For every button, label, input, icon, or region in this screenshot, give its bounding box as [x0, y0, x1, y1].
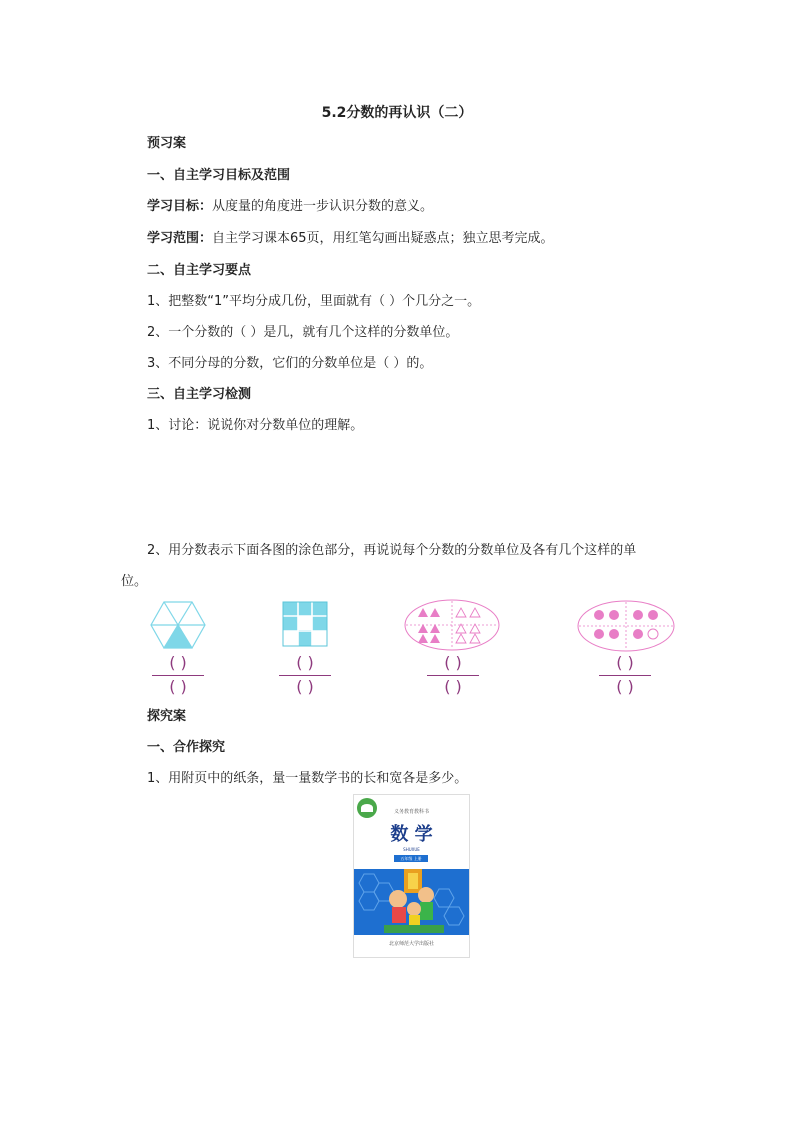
range-text: 自主学习课本65页，用红笔勾画出疑惑点；独立思考完成。 [212, 231, 554, 246]
point-item-3: 3、不同分母的分数，它们的分数单位是（ ）的。 [147, 356, 433, 371]
preview-heading: 预习案 [147, 136, 187, 151]
cover-illustration [354, 869, 469, 935]
denominator-blank: ( ) [616, 677, 634, 696]
fraction-blank-2[interactable] [275, 654, 335, 698]
math-book-cover-image [353, 794, 470, 958]
publisher-name: 北京师范大学出版社 [388, 941, 434, 947]
goal-line [147, 198, 433, 216]
denominator-blank: ( ) [296, 677, 314, 696]
numerator-blank: ( ) [444, 653, 462, 672]
page-title: 5.2分数的再认识（二） [321, 105, 473, 121]
sec1-heading: 一、自主学习目标及范围 [147, 168, 291, 183]
range-label: 学习范围： [147, 231, 213, 246]
sec3-heading: 三、自主学习检测 [147, 387, 252, 402]
hexagon-figure [150, 601, 206, 649]
fraction-blank-1[interactable] [148, 654, 208, 698]
cover-blue-band [354, 869, 469, 935]
grid-figure [282, 601, 328, 647]
series-label: 义务教育教科书 [393, 809, 429, 815]
numerator-blank: ( ) [296, 653, 314, 672]
explore-question-1: 1、用附页中的纸条，量一量数学书的长和宽各是多少。 [147, 771, 468, 786]
denominator-blank: ( ) [169, 677, 187, 696]
triangle-ellipse-figure [404, 599, 500, 651]
goal-label: 学习目标： [147, 199, 213, 214]
goal-text: 从度量的角度进一步认识分数的意义。 [212, 199, 434, 214]
publisher-logo-icon [357, 798, 377, 818]
range-line [147, 230, 554, 248]
point-item-1: 1、把整数“1”平均分成几份，里面就有（ ）个几分之一。 [147, 294, 481, 309]
numerator-blank: ( ) [616, 653, 634, 672]
fraction-blank-3[interactable] [423, 654, 483, 698]
check-question-1: 1、讨论：说说你对分数单位的理解。 [147, 418, 364, 433]
book-pinyin: SHUXUE [403, 847, 420, 852]
fraction-line [279, 675, 331, 676]
numerator-blank: ( ) [169, 653, 187, 672]
point-item-2: 2、一个分数的（ ）是几，就有几个这样的分数单位。 [147, 325, 459, 340]
explore-sec1-heading: 一、合作探究 [147, 740, 226, 755]
denominator-blank: ( ) [444, 677, 462, 696]
grade-label: 五年级 上册 [394, 855, 428, 862]
book-title: 数 学 [390, 824, 433, 845]
circle-ellipse-figure [577, 600, 675, 652]
fraction-line [599, 675, 651, 676]
fraction-line [152, 675, 204, 676]
fraction-blank-4[interactable] [595, 654, 655, 698]
sec2-heading: 二、自主学习要点 [147, 263, 252, 278]
check-question-2-line1: 2、用分数表示下面各图的涂色部分，再说说每个分数的分数单位及各有几个这样的单 [147, 543, 637, 558]
explore-heading: 探究案 [147, 709, 187, 724]
fraction-line [427, 675, 479, 676]
check-question-2-line2: 位。 [121, 574, 148, 589]
